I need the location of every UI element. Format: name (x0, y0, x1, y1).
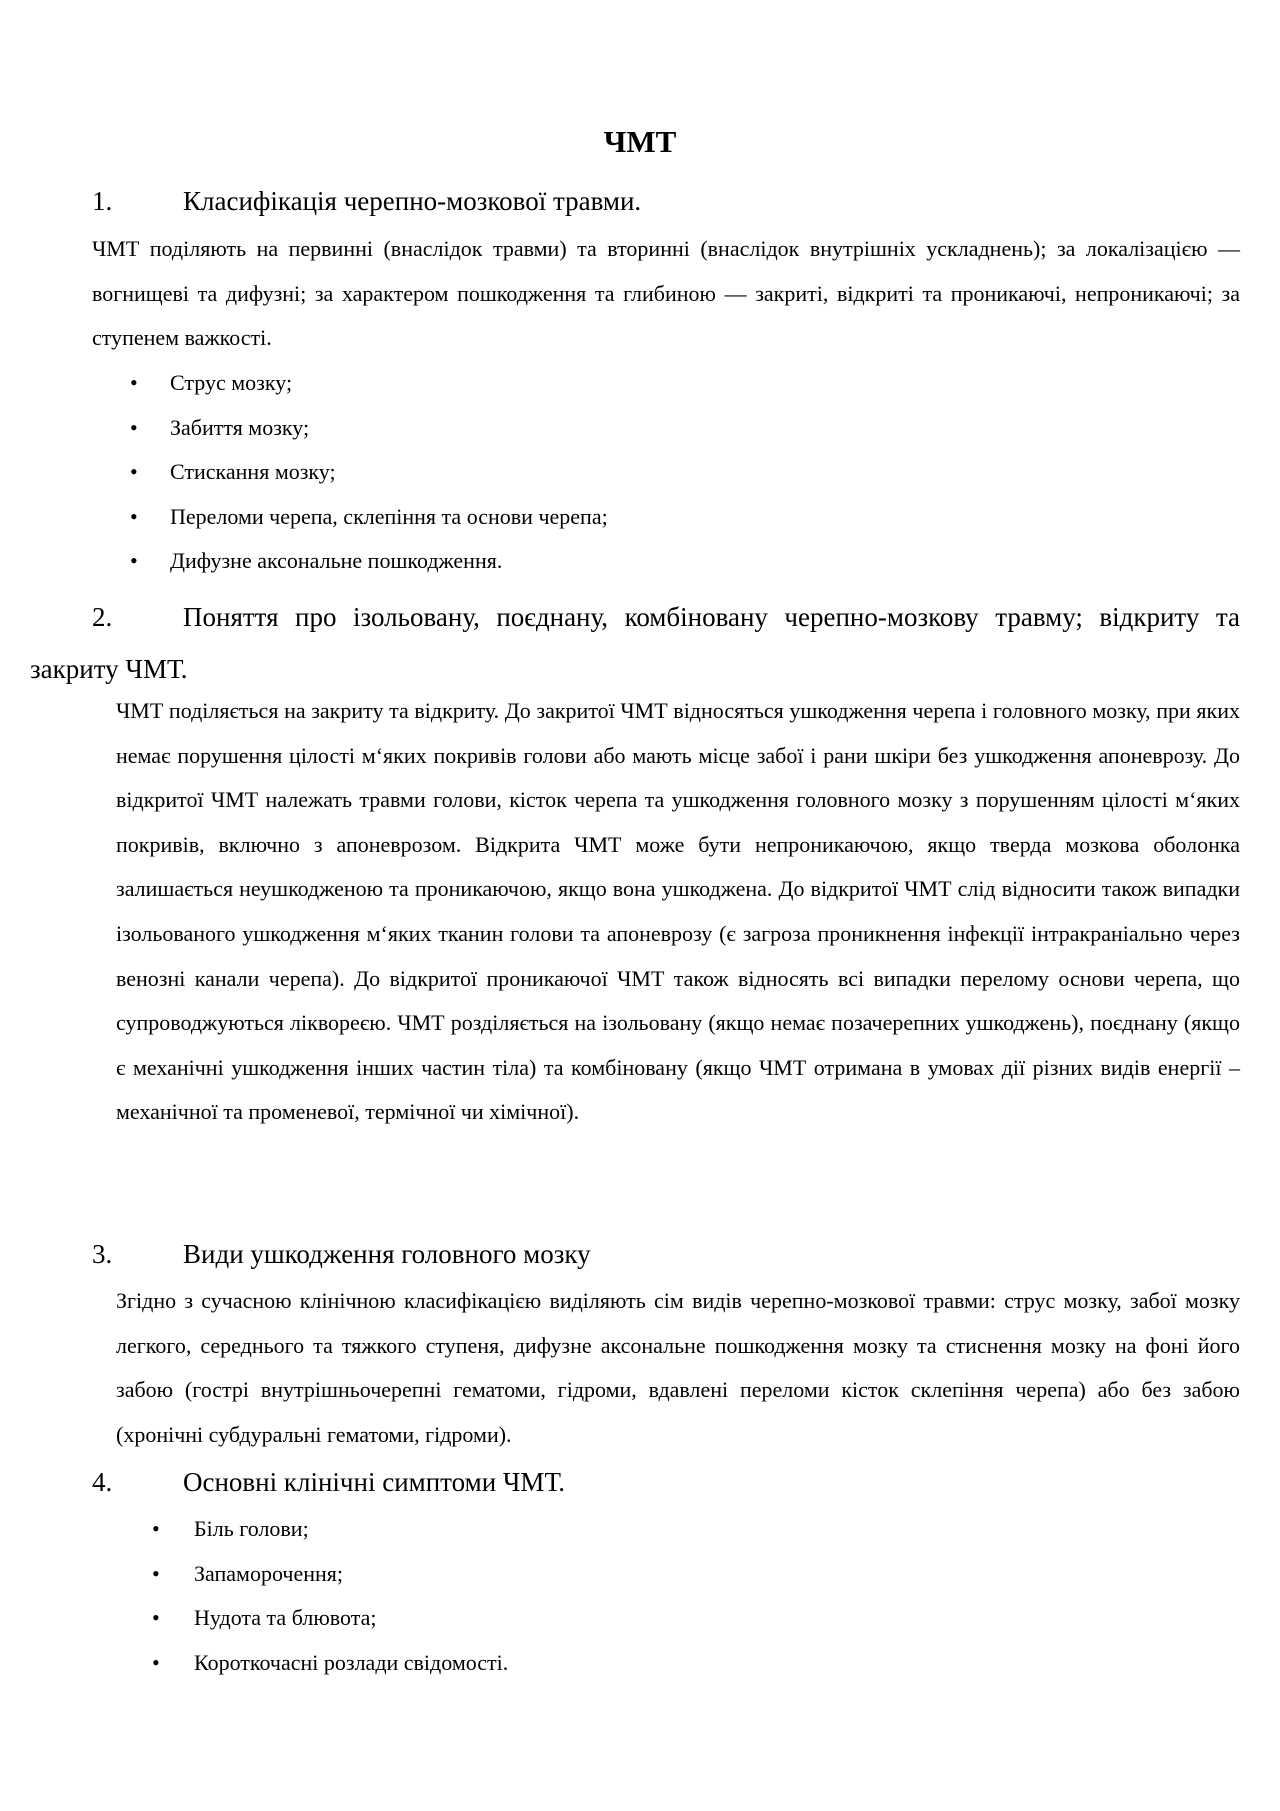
section-number: 2. (92, 602, 113, 632)
bullet-icon: • (130, 548, 138, 574)
bullet-icon: • (152, 1605, 160, 1631)
bullet-icon: • (152, 1560, 160, 1586)
list-item-text: Переломи черепа, склепіння та основи черепа; (170, 503, 608, 529)
list-item-text: Запаморочення; (194, 1560, 343, 1586)
section-title: Поняття про ізольовану, поєднану, комбіновану черепно-мозкову травму; відкриту та закриту ЧМТ. (30, 602, 1240, 684)
bullet-icon: • (130, 370, 138, 395)
list-item (152, 1507, 1194, 1552)
list-item (152, 1552, 1194, 1597)
list-item (130, 361, 1170, 406)
list-item-text: Нудота та блювота; (194, 1605, 377, 1631)
section-number: 4. (92, 1467, 113, 1497)
list-item-text: Стискання мозку; (170, 459, 336, 485)
bullet-icon: • (130, 503, 138, 529)
section-number: 1. (92, 186, 113, 216)
list-item (130, 495, 1170, 540)
section-1-paragraph: ЧМТ поділяють на первинні (внаслідок травми) та вторинні (внаслідок внутрішніх ускладнень); за локалізацією — вогнищеві та дифузні; за характером пошкодження та глибиною — закриті, відкриті та проникаючі, непроникаючі; за ступенем важкості. (92, 236, 1240, 351)
bullet-icon: • (130, 459, 138, 485)
section-2-paragraph: ЧМТ поділяється на закриту та відкриту. До закритої ЧМТ відносяться ушкодження черепа і головного мозку, при яких немає порушення цілості м‘яких покривів голови або мають місце забої і рани шкіри без ушкодження апоневрозу. До відкритої ЧМТ належать травми голови, кісток черепа та ушкодження головного мозку з порушенням цілості м‘яких покривів, включно з апоневрозом. Відкрита ЧМТ може бути непроникаючою, якщо тверда мозкова оболонка залишається неушкодженою та проникаючою, якщо вона ушкоджена. До відкритої ЧМТ слід відносити також випадки ізольованого ушкодження м‘яких тканин голови та апоневрозу (є загроза проникнення інфекції інтракраніально через венозні канали черепа). До відкритої проникаючої ЧМТ також відносять всі випадки перелому основи черепа, що супроводжуються ліквореєю. ЧМТ розділяється на ізольовану (якщо немає позачерепних ушкоджень), поєднану (якщо є механічні ушкодження інших частин тіла) та комбіновану (якщо ЧМТ отримана в умовах дії різних видів енергії – механічної та променевої, термічної чи хімічної). (116, 698, 1240, 1125)
section-2-heading (30, 591, 1240, 695)
list-item-text: Забиття мозку; (170, 414, 310, 440)
section-title: Види ушкодження головного мозку (183, 1239, 591, 1269)
section-4-heading (92, 1460, 1240, 1504)
list-item (130, 450, 1170, 495)
section-3-heading (92, 1232, 1240, 1276)
list-item-text: Біль голови; (194, 1516, 309, 1541)
list-item-text: Короткочасні розлади свідомості. (194, 1649, 509, 1675)
bullet-icon: • (152, 1649, 160, 1675)
bullet-icon: • (152, 1516, 160, 1541)
section-title: Основні клінічні симптоми ЧМТ. (183, 1467, 565, 1497)
section-4-bullet-list (152, 1507, 1194, 1685)
section-1-bullet-list (130, 361, 1170, 584)
list-item-text: Струс мозку; (170, 370, 293, 395)
list-item (152, 1641, 1194, 1686)
list-item (152, 1596, 1194, 1641)
section-number: 3. (92, 1239, 113, 1269)
bullet-icon: • (130, 414, 138, 440)
section-3-paragraph: Згідно з сучасною клінічною класифікацією виділяють сім видів черепно-мозкової травми: струс мозку, забої мозку легкого, середнього та тяжкого ступеня, дифузне аксональне пошкодження мозку та стиснення мозку на фоні його забою (гострі внутрішньочерепні гематоми, гідроми, вдавлені переломи кісток склепіння черепа) або без забою (хронічні субдуральні гематоми, гідроми). (116, 1288, 1240, 1447)
list-item (130, 539, 1170, 584)
list-item-text: Дифузне аксональне пошкодження. (170, 548, 503, 574)
section-1-heading (92, 179, 1240, 223)
section-title: Класифікація черепно-мозкової травми. (183, 186, 642, 216)
page-title: ЧМТ (603, 124, 677, 159)
list-item (130, 406, 1170, 451)
